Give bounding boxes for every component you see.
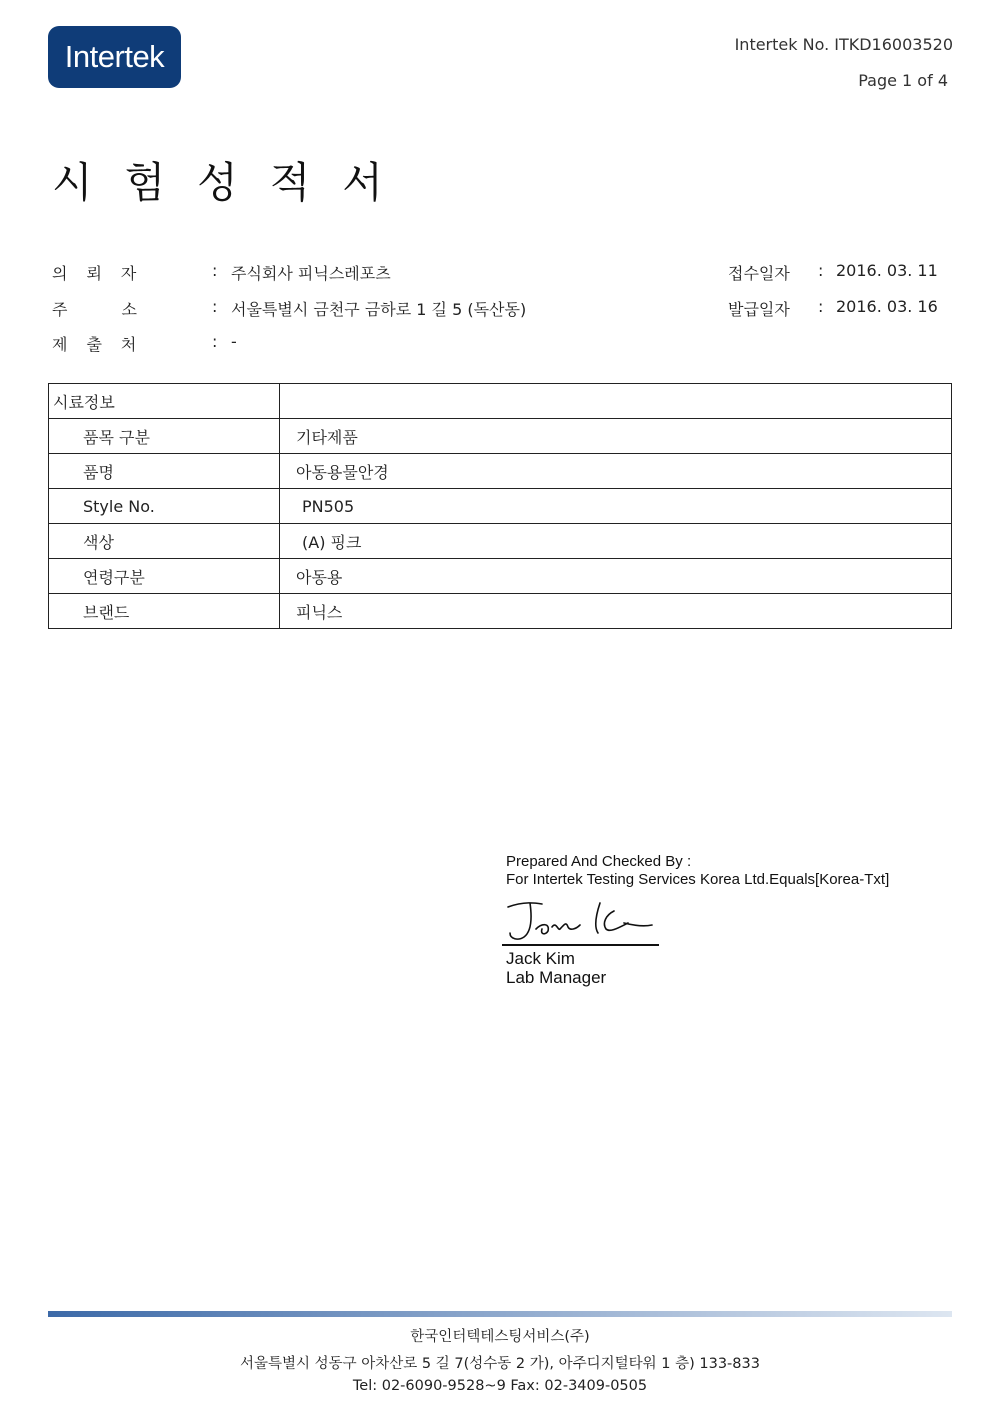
colon: : bbox=[212, 297, 218, 316]
received-date-label: 접수일자 bbox=[728, 264, 790, 283]
row-value: 아동용 bbox=[280, 559, 952, 594]
row-value: 피닉스 bbox=[280, 594, 952, 629]
signature-line bbox=[502, 944, 659, 946]
sample-info-table bbox=[48, 383, 952, 629]
received-date-value: 2016. 03. 11 bbox=[836, 261, 938, 280]
issued-date-value: 2016. 03. 16 bbox=[836, 297, 938, 316]
issued-date-label: 발급일자 bbox=[728, 300, 790, 319]
footer-company: 한국인터텍테스팅서비스(주) bbox=[410, 1329, 590, 1345]
colon: : bbox=[212, 332, 218, 351]
table-row bbox=[49, 419, 952, 454]
intertek-logo bbox=[48, 26, 181, 88]
table-row bbox=[49, 489, 952, 524]
prepared-by-label: Prepared And Checked By : bbox=[506, 853, 692, 870]
row-label: 색상 bbox=[49, 524, 280, 559]
row-label: 품목 구분 bbox=[49, 419, 280, 454]
company-line: For Intertek Testing Services Korea Ltd.Equals[Korea-Txt] bbox=[506, 871, 890, 888]
table-row bbox=[49, 594, 952, 629]
table-row bbox=[49, 524, 952, 559]
report-number: Intertek No. ITKD16003520 bbox=[734, 35, 953, 54]
signer-name: Jack Kim bbox=[506, 949, 575, 968]
empty-cell bbox=[280, 384, 952, 419]
colon: : bbox=[818, 261, 824, 280]
address-label: 주소 bbox=[52, 300, 191, 319]
colon: : bbox=[818, 297, 824, 316]
signer-role: Lab Manager bbox=[506, 968, 607, 987]
logo-text: Intertek bbox=[64, 39, 165, 74]
submitted-to-value: - bbox=[231, 332, 237, 351]
requester-label: 의뢰자 bbox=[52, 264, 156, 283]
document-title: 시험성적서 bbox=[52, 158, 415, 207]
row-label: Style No. bbox=[49, 489, 280, 524]
table-row bbox=[49, 454, 952, 489]
submitted-to-label: 제출처 bbox=[52, 335, 156, 354]
row-label: 브랜드 bbox=[49, 594, 280, 629]
row-value: 기타제품 bbox=[280, 419, 952, 454]
row-label: 품명 bbox=[49, 454, 280, 489]
row-value: (A) 핑크 bbox=[280, 524, 952, 559]
address-value: 서울특별시 금천구 금하로 1 길 5 (독산동) bbox=[231, 300, 527, 319]
row-value: 아동용물안경 bbox=[280, 454, 952, 489]
footer-divider bbox=[48, 1311, 952, 1317]
page-indicator: Page 1 of 4 bbox=[858, 71, 948, 90]
row-label: 연령구분 bbox=[49, 559, 280, 594]
signature-image bbox=[502, 897, 662, 945]
sample-section-label: 시료정보 bbox=[49, 384, 280, 419]
colon: : bbox=[212, 261, 218, 280]
table-row bbox=[49, 384, 952, 419]
requester-value: 주식회사 피닉스레포츠 bbox=[231, 264, 391, 283]
footer-contact: Tel: 02-6090-9528~9 Fax: 02-3409-0505 bbox=[352, 1378, 648, 1394]
table-row bbox=[49, 559, 952, 594]
footer-address: 서울특별시 성동구 아차산로 5 길 7(성수동 2 가), 아주디지털타워 1 층) 133-833 bbox=[240, 1356, 760, 1372]
row-value: PN505 bbox=[280, 489, 952, 524]
